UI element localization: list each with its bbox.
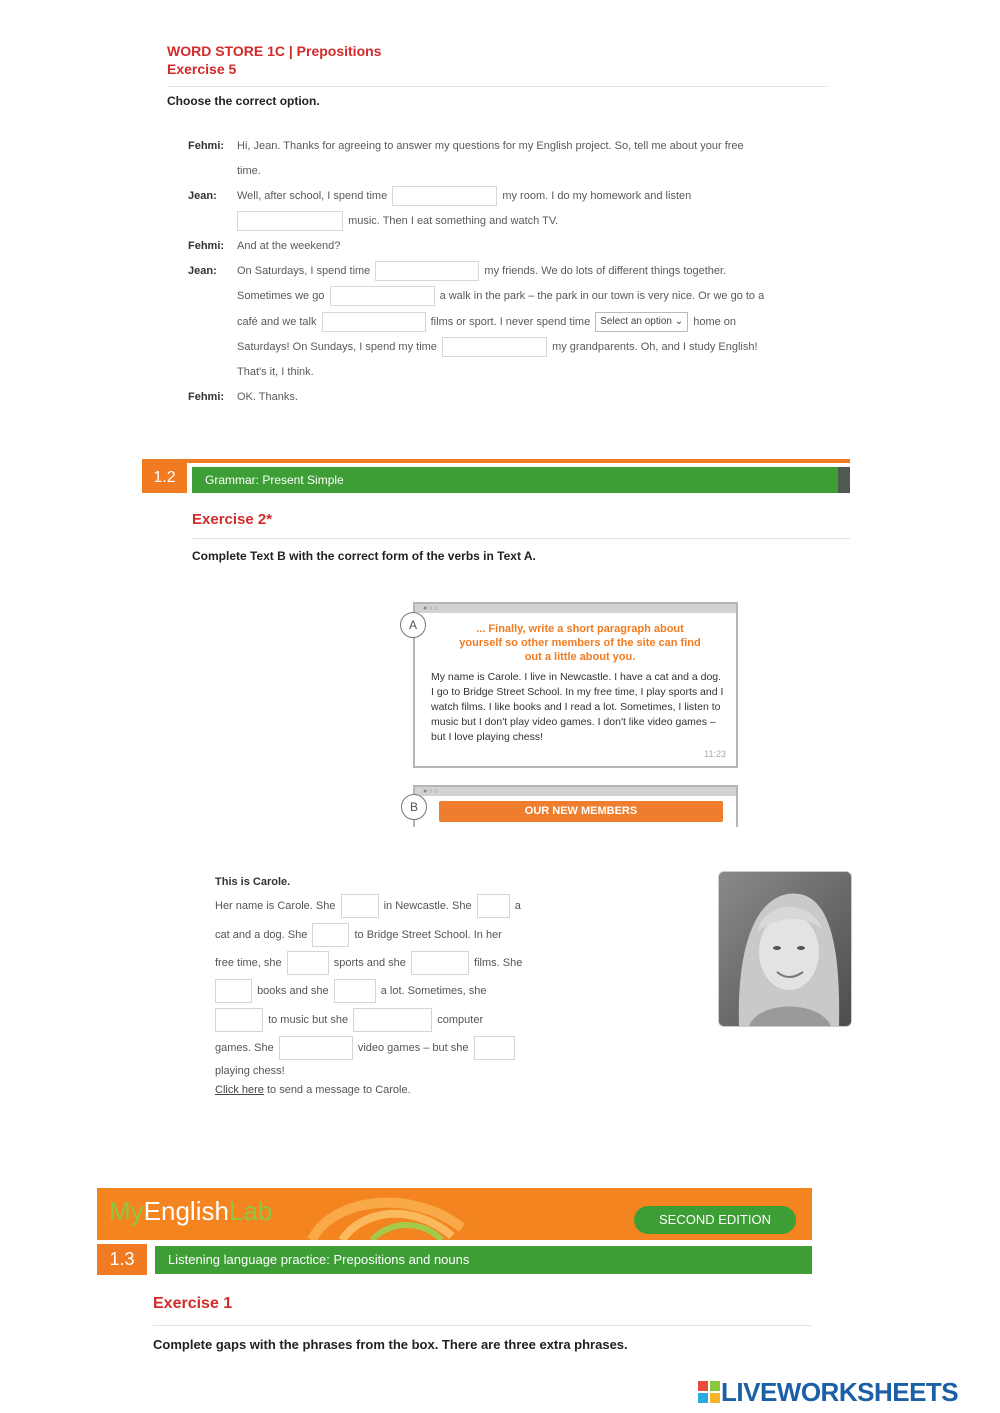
brand-name: LIVEWORKSHEETS (721, 1377, 959, 1407)
answer-gap[interactable] (341, 894, 379, 918)
myenglishlab-logo (109, 1195, 272, 1227)
line-text: my room. I do my homework and listen (502, 190, 692, 202)
text-b-label: B (401, 794, 427, 820)
answer-gap[interactable] (353, 1008, 432, 1032)
divider (192, 538, 850, 539)
dialogue-line: Hi, Jean. Thanks for agreeing to answer my questions for my English project. So, tell me about your free (237, 140, 744, 152)
word-store-title: WORD STORE 1C | Prepositions (167, 43, 382, 59)
line-text: home on (693, 316, 737, 328)
carole-photo (718, 871, 852, 1027)
word-store-instruction: Choose the correct option. (167, 94, 320, 108)
text-b-line (215, 979, 487, 1003)
text-b-line (215, 1036, 517, 1060)
text-a-label: A (400, 612, 426, 638)
line-text: computer (437, 1013, 484, 1026)
answer-gap[interactable] (392, 186, 497, 206)
dialogue-line: And at the weekend? (237, 240, 341, 252)
word-store-heading (167, 42, 381, 78)
answer-gap[interactable] (237, 211, 343, 231)
text-b-heading: This is Carole. (215, 876, 291, 888)
section-bar-tip (838, 467, 850, 493)
answer-gap[interactable] (334, 979, 376, 1003)
exercise-title: Exercise 1 (153, 1295, 233, 1312)
liveworksheets-icon (698, 1381, 720, 1403)
line-text: free time, she (215, 956, 282, 969)
portrait-image (719, 872, 851, 1026)
line-text: my grandparents. Oh, and I study English! (552, 341, 758, 353)
text-a-heading: ... Finally, write a short paragraph about yourself so other members of the site can find out a little about you. (459, 623, 701, 663)
members-banner: OUR NEW MEMBERS (439, 801, 723, 822)
text-b-line (215, 951, 522, 975)
line-text: Saturdays! On Sundays, I spend my time (237, 341, 437, 353)
line-text: café and we talk (237, 316, 317, 328)
text-b-window (413, 785, 738, 827)
message-link[interactable]: Click here (215, 1084, 264, 1096)
line-text: to music but she (268, 1013, 349, 1026)
answer-gap[interactable] (287, 951, 329, 975)
line-text: Sometimes we go (237, 290, 325, 302)
text-b-line: playing chess! (215, 1065, 285, 1077)
line-text: cat and a dog. She (215, 928, 308, 941)
divider (153, 1325, 812, 1326)
text-b-line (215, 923, 502, 947)
word-store-exercise: Exercise 5 (167, 61, 237, 77)
line-text: a (514, 899, 521, 912)
text-a-body: My name is Carole. I live in Newcastle. I have a cat and a dog. I go to Bridge Street School. In my free time, I play sports and I watch films. I like books and I read a lot. Sometimes, I listen to music but I don't play video games. I don't like video games – but I love playing chess! (431, 671, 724, 743)
answer-gap[interactable] (330, 286, 435, 306)
exercise-title: Exercise 2* (192, 511, 273, 528)
answer-gap[interactable] (312, 923, 349, 947)
answer-gap[interactable] (477, 894, 510, 918)
line-text: sports and she (333, 956, 406, 969)
window-titlebar (415, 787, 736, 796)
text-b-line (215, 1008, 483, 1032)
line-text: games. She (215, 1041, 274, 1054)
speaker-label: Fehmi: (188, 391, 225, 403)
line-text: a lot. Sometimes, she (380, 984, 487, 997)
text-a-window (413, 602, 738, 768)
line-text: books and she (257, 984, 329, 997)
speaker-label: Fehmi: (188, 240, 225, 252)
arc-decoration-icon (302, 1188, 472, 1240)
section-title: Grammar: Present Simple (192, 467, 838, 493)
text-b-line (215, 894, 521, 918)
logo-my: My (109, 1196, 144, 1226)
dialogue-line (237, 209, 558, 234)
line-text: to Bridge Street School. In her (354, 928, 502, 941)
line-text: video games – but she (357, 1041, 469, 1054)
section-accent (142, 459, 850, 463)
answer-gap[interactable] (375, 261, 479, 281)
line-text: in Newcastle. She (383, 899, 472, 912)
dialogue-line: time. (237, 165, 261, 177)
dialogue-line: OK. Thanks. (237, 391, 298, 403)
line-text: Well, after school, I spend time (237, 190, 388, 202)
section-title: Listening language practice: Prepositions and nouns (155, 1246, 812, 1274)
speaker-label: Fehmi: (188, 140, 225, 152)
line-text: music. Then I eat something and watch TV. (348, 215, 559, 227)
option-select[interactable] (595, 312, 688, 332)
answer-gap[interactable] (442, 337, 547, 357)
answer-gap[interactable] (322, 312, 426, 332)
line-text: my friends. We do lots of different things together. (484, 265, 727, 277)
line-text: films. She (474, 956, 523, 969)
logo-lab: Lab (228, 1196, 273, 1226)
select-placeholder: Select an option (600, 316, 672, 328)
dialogue-line (237, 335, 758, 360)
liveworksheets-logo (698, 1377, 958, 1408)
logo-english: English (143, 1196, 229, 1226)
window-dots-icon: ●○○ (423, 788, 439, 795)
line-text: to send a message to Carole. (266, 1084, 411, 1096)
timestamp: 11:23 (704, 749, 726, 759)
answer-gap[interactable] (215, 979, 252, 1003)
dialogue-line (237, 284, 764, 309)
line-text: On Saturdays, I spend time (237, 265, 371, 277)
section-number: 1.2 (142, 463, 187, 493)
line-text: Her name is Carole. She (215, 899, 336, 912)
answer-gap[interactable] (215, 1008, 263, 1032)
answer-gap[interactable] (474, 1036, 515, 1060)
edition-badge: SECOND EDITION (634, 1206, 796, 1234)
window-titlebar (415, 604, 736, 613)
divider (167, 86, 827, 87)
speaker-label: Jean: (188, 190, 217, 202)
answer-gap[interactable] (279, 1036, 353, 1060)
myenglishlab-banner (97, 1188, 812, 1240)
dialogue-line (237, 184, 691, 209)
dialogue-line: That's it, I think. (237, 366, 314, 378)
line-text: a walk in the park – the park in our town is very nice. Or we go to a (439, 290, 765, 302)
speaker-label: Jean: (188, 265, 217, 277)
dialogue-line (237, 259, 726, 284)
window-dots-icon: ●○○ (423, 605, 439, 612)
answer-gap[interactable] (411, 951, 469, 975)
text-b-line (215, 1084, 411, 1096)
exercise-instruction: Complete gaps with the phrases from the box. There are three extra phrases. (153, 1337, 628, 1352)
exercise-instruction: Complete Text B with the correct form of the verbs in Text A. (192, 549, 536, 563)
chevron-down-icon: ⌄ (674, 316, 684, 328)
line-text: films or sport. I never spend time (430, 316, 591, 328)
section-number: 1.3 (97, 1244, 147, 1275)
dialogue-line (237, 310, 736, 335)
